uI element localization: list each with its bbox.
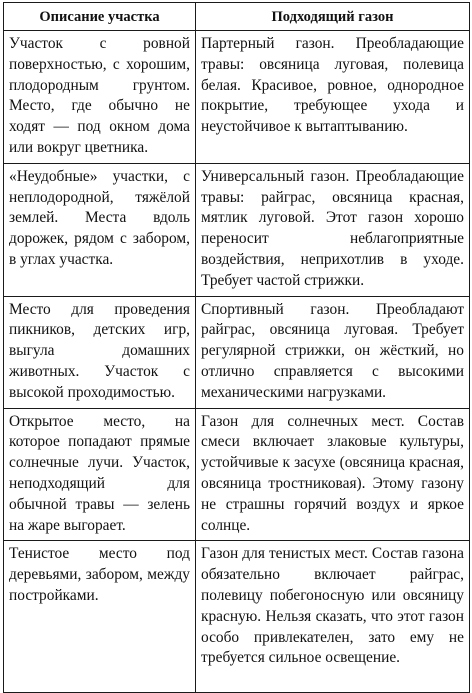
table-header-row [4,3,470,31]
site-description-cell: Место для проведения пикников, детских игр, выгула домашних животных. Участок с высокой проходимостью. [4,296,196,408]
site-description-cell: «Неудобные» участки, с неплодородной, тяжёлой землей. Места вдоль дорожек, рядом с забором, в углах участка. [4,163,196,296]
lawn-selection-table [3,2,470,693]
table-row [4,163,470,296]
header-site-description: Описание участка [4,3,196,31]
site-description-cell: Участок с ровной поверхностью, с хорошим, плодородным грунтом. Место, где обычно не ходят — под окном дома или вокруг цветника. [4,31,196,164]
header-suitable-lawn: Подходящий газон [196,3,470,31]
table-row [4,541,470,693]
lawn-type-cell: Универсальный газон. Преобладающие травы: райграс, овсяница красная, мятлик луговой. Этот газон хорошо переносит неблагоприятные воздействия, неприхотлив в уходе. Требует частой стрижки. [196,163,470,296]
lawn-type-cell: Партерный газон. Преобладающие травы: овсяница луговая, полевица белая. Красивое, ровное, однородное покрытие, требующее ухода и неустойчивое к вытаптыванию. [196,31,470,164]
lawn-type-cell: Спортивный газон. Преобладают райграс, овсяница луговая. Требует регулярной стрижки, он жёсткий, но отлично справляется с высокими механическими нагрузками. [196,296,470,408]
lawn-type-cell: Газон для солнечных мест. Состав смеси включает злаковые культуры, устойчивые к засухе (овсяница красная, овсяница тростниковая). Этому газону не страшны горячий воздух и яркое солнце. [196,408,470,541]
site-description-cell: Открытое место, на которое попадают прямые солнечные лучи. Участок, неподходящий для обычной травы — зелень на жаре выгорает. [4,408,196,541]
site-description-cell: Тенистое место под деревьями, забором, между постройками. [4,541,196,693]
table-row [4,31,470,164]
table-row [4,296,470,408]
table-row [4,408,470,541]
lawn-type-cell: Газон для тенистых мест. Состав газона обязательно включает райграс, полевицу побегоносную или овсяницу красную. Нельзя сказать, что этот газон особо привлекателен, зато ему не требуется сильное освещение. [196,541,470,693]
